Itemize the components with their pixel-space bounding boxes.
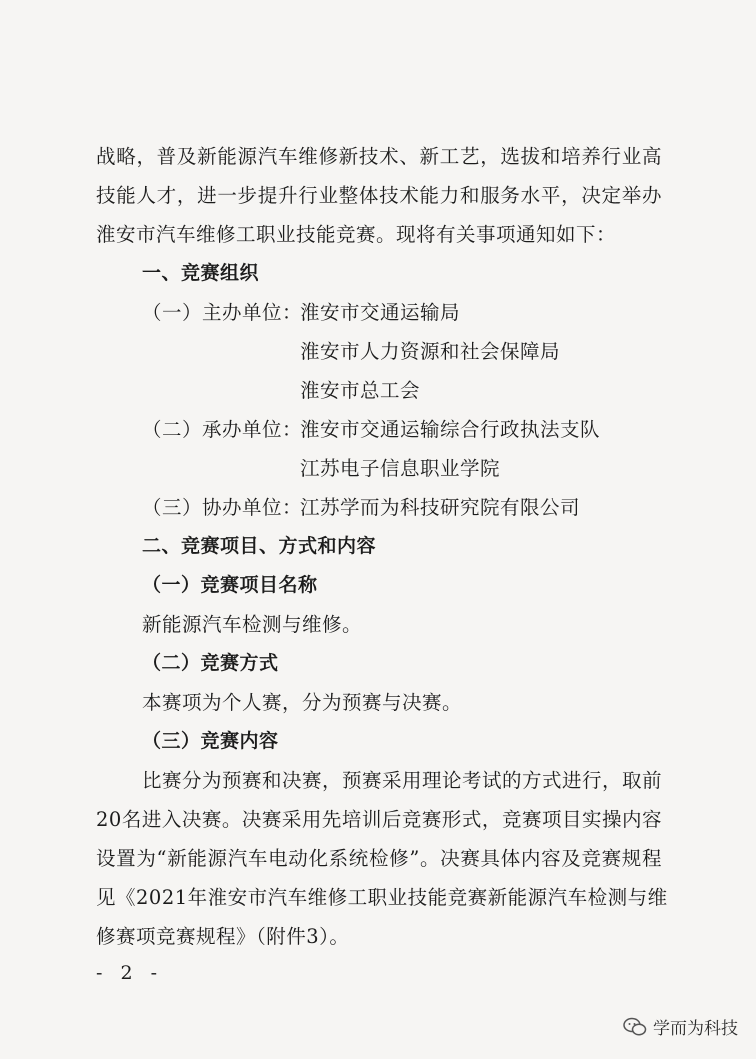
paragraph-line: 20名进入决赛。决赛采用先培训后竞赛形式，竞赛项目实操内容 xyxy=(96,808,662,831)
org-label: （三）协办单位： xyxy=(142,496,303,519)
subsection-heading: （二）竞赛方式 xyxy=(142,652,279,674)
paragraph-line: 修赛项竞赛规程》（附件3）。 xyxy=(96,925,350,948)
org-name: 江苏电子信息职业学院 xyxy=(300,457,501,480)
section-heading: 二、竞赛项目、方式和内容 xyxy=(142,535,377,557)
paragraph-line: 淮安市汽车维修工职业技能竞赛。现将有关事项通知如下： xyxy=(96,223,617,246)
org-name: 淮安市交通运输局 xyxy=(300,301,461,324)
org-label: （二）承办单位： xyxy=(142,418,303,441)
subsection-heading: （一）竞赛项目名称 xyxy=(142,574,318,596)
org-name: 淮安市人力资源和社会保障局 xyxy=(300,340,561,363)
paragraph-line: 比赛分为预赛和决赛，预赛采用理论考试的方式进行，取前 xyxy=(142,769,663,792)
paragraph-line: 战略，普及新能源汽车维修新技术、新工艺，选拔和培养行业高 xyxy=(96,145,662,168)
org-label: （一）主办单位： xyxy=(142,301,303,324)
wechat-icon xyxy=(623,1017,647,1037)
paragraph-line: 本赛项为个人赛，分为预赛与决赛。 xyxy=(142,691,463,714)
paragraph-line: 技能人才，进一步提升行业整体技术能力和服务水平，决定举办 xyxy=(96,184,662,207)
section-heading: 一、竞赛组织 xyxy=(142,262,260,284)
subsection-heading: （三）竞赛内容 xyxy=(142,730,279,752)
org-name: 江苏学而为科技研究院有限公司 xyxy=(300,496,581,519)
paragraph-line: 设置为“新能源汽车电动化系统检修”。决赛具体内容及竞赛规程 xyxy=(96,847,662,870)
paragraph-line: 见《2021年淮安市汽车维修工职业技能竞赛新能源汽车检测与维 xyxy=(96,886,668,909)
watermark xyxy=(623,1014,738,1039)
org-name: 淮安市交通运输综合行政执法支队 xyxy=(300,418,601,441)
paragraph-line: 新能源汽车检测与维修。 xyxy=(142,613,363,636)
page-number: - 2 - xyxy=(96,962,164,984)
org-name: 淮安市总工会 xyxy=(300,379,421,402)
watermark-text: 学而为科技 xyxy=(653,1019,738,1039)
